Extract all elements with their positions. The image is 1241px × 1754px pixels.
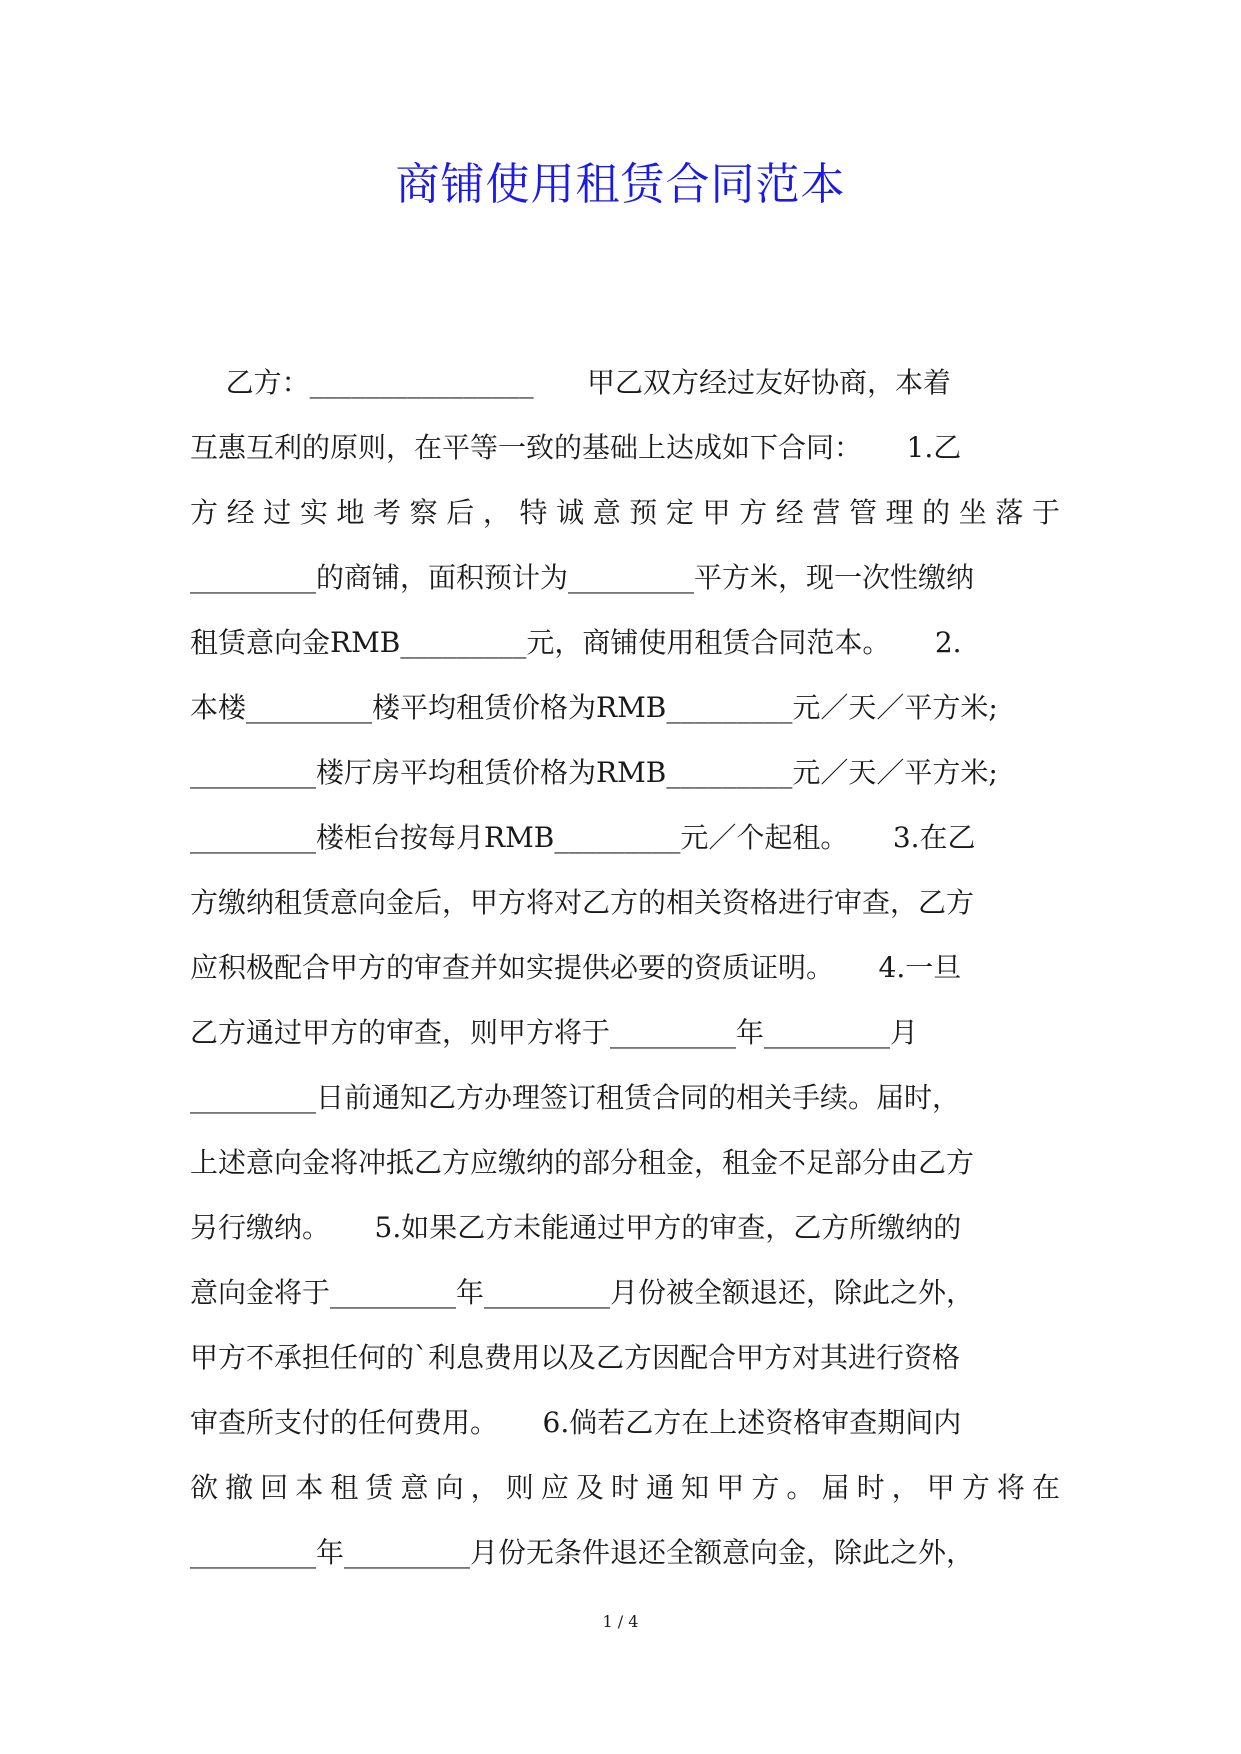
body-line-17: 审查所支付的任何费用。 6.倘若乙方在上述资格审查期间内 xyxy=(190,1406,962,1439)
body-line-11: 乙方通过甲方的审查，则甲方将于_________年_________月 xyxy=(190,1016,919,1049)
body-line-7: _________楼厅房平均租赁价格为RMB_________元／天／平方米; xyxy=(190,756,998,789)
body-line-15: 意向金将于_________年_________月份被全额退还，除此之外， xyxy=(190,1276,975,1309)
body-line-16: 甲方不承担任何的`利息费用以及乙方因配合甲方对其进行资格 xyxy=(190,1341,961,1374)
body-line-1: 乙方：________________ 甲乙双方经过友好协商，本着 xyxy=(190,366,952,399)
body-line-10: 应积极配合甲方的审查并如实提供必要的资质证明。 4.一旦 xyxy=(190,951,962,984)
document-title: 商铺使用租赁合同范本 xyxy=(395,159,846,210)
body-line-3: 方经过实地考察后，特诚意预定甲方经营管理的坐落于 xyxy=(190,496,1060,529)
body-line-18: 欲撤回本租赁意向，则应及时通知甲方。届时，甲方将在 xyxy=(190,1471,1060,1504)
body-line-2: 互惠互利的原则，在平等一致的基础上达成如下合同： 1.乙 xyxy=(190,431,962,464)
body-line-12: _________日前通知乙方办理签订租赁合同的相关手续。届时， xyxy=(190,1081,961,1114)
body-line-14: 另行缴纳。 5.如果乙方未能通过甲方的审查，乙方所缴纳的 xyxy=(190,1211,962,1244)
body-line-13: 上述意向金将冲抵乙方应缴纳的部分租金，租金不足部分由乙方 xyxy=(190,1146,975,1179)
body-line-19: _________年_________月份无条件退还全额意向金，除此之外， xyxy=(190,1536,975,1569)
body-line-6: 本楼_________楼平均租赁价格为RMB_________元／天／平方米; xyxy=(190,691,998,724)
body-line-5: 租赁意向金RMB_________元，商铺使用租赁合同范本。 2. xyxy=(190,626,962,659)
body-line-9: 方缴纳租赁意向金后，甲方将对乙方的相关资格进行审查，乙方 xyxy=(190,886,975,919)
body-line-8: _________楼柜台按每月RMB_________元／个起租。 3.在乙 xyxy=(190,821,976,854)
contract-body xyxy=(190,350,1060,1585)
page-number: 1 / 4 xyxy=(602,1612,639,1631)
body-line-4: _________的商铺，面积预计为_________平方米，现一次性缴纳 xyxy=(190,561,975,594)
